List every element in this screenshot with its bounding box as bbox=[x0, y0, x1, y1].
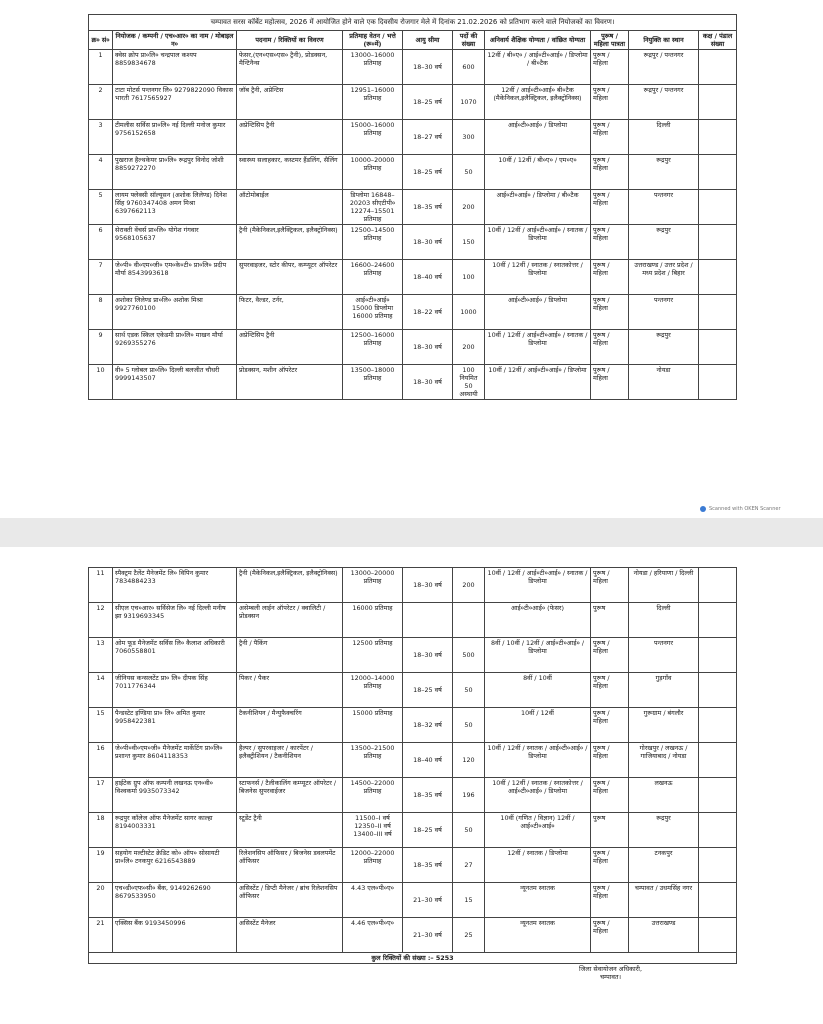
table-row bbox=[89, 638, 737, 673]
room-cell bbox=[699, 638, 737, 673]
sno-cell: 16 bbox=[89, 743, 113, 778]
posts-cell: 50 bbox=[453, 813, 485, 848]
table-row bbox=[89, 155, 737, 190]
age-cell: 18–22 वर्ष bbox=[403, 295, 453, 330]
qualification-cell: 10वीं / 12वीं / स्नातक / आई०टी०आई० / डिप्लोमा bbox=[485, 743, 591, 778]
salary-cell: 12500–14500 प्रतिमाह bbox=[343, 225, 403, 260]
room-cell bbox=[699, 603, 737, 638]
location-cell: दिल्ली bbox=[629, 603, 699, 638]
location-cell: गुड़गाँव bbox=[629, 673, 699, 708]
table-row bbox=[89, 190, 737, 225]
gender-cell: पुरूष / महिला bbox=[591, 708, 629, 743]
location-cell: रूद्रपुर / पन्तनगर bbox=[629, 85, 699, 120]
room-cell bbox=[699, 295, 737, 330]
post-cell: टैकनीशियन / मैन्युफैक्चरिंग bbox=[237, 708, 343, 743]
employer-cell: पुखराज हैल्थकेयर प्रा०लि० रूद्रपुर विनोद जोशी 8859272270 bbox=[113, 155, 237, 190]
signature-line-1: जिला सेवायोजन अधिकारी, bbox=[579, 965, 642, 973]
salary-cell: 12500 प्रतिमाह bbox=[343, 638, 403, 673]
table-row bbox=[89, 883, 737, 918]
salary-cell: 14500–22000 प्रतिमाह bbox=[343, 778, 403, 813]
employer-cell: पैन्डस्टेट इण्डिया प्रा० लि० अमित कुमार 9958422381 bbox=[113, 708, 237, 743]
posts-cell bbox=[453, 603, 485, 638]
room-cell bbox=[699, 50, 737, 85]
post-cell: स्टाफनर्स / टैलीकालिंग कम्प्यूटर ऑपरेटर / बिजनेस सुपरवाईजर bbox=[237, 778, 343, 813]
posts-cell: 120 bbox=[453, 743, 485, 778]
location-cell: रूद्रपुर bbox=[629, 225, 699, 260]
post-cell: रिलेशनसिप ऑफिसर / बिजनेस डवलपमेंट ऑफिसर bbox=[237, 848, 343, 883]
gender-cell: पुरूष bbox=[591, 813, 629, 848]
employer-cell: हाईटेक ग्रुप ऑफ कम्पनी लखनऊ एन०वी० विश्वकर्मा 9935073342 bbox=[113, 778, 237, 813]
employer-table-page-2 bbox=[88, 567, 737, 982]
qualification-cell: 12वीं / आई०टी०आई० बी०टैक (मैकेनिकल,इलैक्ट्रिकल, इलैक्ट्रोनिक्स) bbox=[485, 85, 591, 120]
sno-cell: 19 bbox=[89, 848, 113, 883]
posts-cell: 100 bbox=[453, 260, 485, 295]
table-row bbox=[89, 673, 737, 708]
sno-cell: 15 bbox=[89, 708, 113, 743]
salary-cell: 10000–20000 प्रतिमाह bbox=[343, 155, 403, 190]
employer-cell: टीमलीस सर्विस प्रा०लि० नई दिल्ली मनोज कुमार 9756152658 bbox=[113, 120, 237, 155]
qualification-cell: 10वीं / 12वीं / स्नातक / स्नातकोत्तर / आई०टी०आई० / डिप्लोमा bbox=[485, 778, 591, 813]
qualification-cell: 8वीं / 10वीं bbox=[485, 673, 591, 708]
sno-cell: 8 bbox=[89, 295, 113, 330]
sno-cell: 2 bbox=[89, 85, 113, 120]
sno-cell: 11 bbox=[89, 568, 113, 603]
room-cell bbox=[699, 568, 737, 603]
age-cell: 18–35 वर्ष bbox=[403, 778, 453, 813]
salary-cell: 13000–20000 प्रतिमाह bbox=[343, 568, 403, 603]
sno-cell: 21 bbox=[89, 918, 113, 953]
salary-cell: 13500–18000 प्रतिमाह bbox=[343, 365, 403, 400]
post-cell: फेसर,(एन०एस०एस० ट्रैनी), प्रोडक्सन, मैन्टिनैन्स bbox=[237, 50, 343, 85]
room-cell bbox=[699, 330, 737, 365]
sno-cell: 3 bbox=[89, 120, 113, 155]
location-cell: उत्तराखण्ड bbox=[629, 918, 699, 953]
employer-cell: एक्सिस बैंक 9193450996 bbox=[113, 918, 237, 953]
age-cell: 18–30 वर्ष bbox=[403, 50, 453, 85]
age-cell: 18–25 वर्ष bbox=[403, 155, 453, 190]
location-cell: नोयडा bbox=[629, 365, 699, 400]
location-cell: नोयडा / हरियाणा / दिल्ली bbox=[629, 568, 699, 603]
qualification-cell: न्यूनतम स्नातक bbox=[485, 918, 591, 953]
scanner-watermark bbox=[700, 506, 781, 512]
header-sno: क्र० सं० bbox=[89, 31, 113, 50]
posts-cell: 50 bbox=[453, 708, 485, 743]
post-cell: हैल्पर / सुपरवाइजर / कारपेंटर / इलैक्ट्रीशियन / टैकनीशियन bbox=[237, 743, 343, 778]
gender-cell: पुरूष / महिला bbox=[591, 85, 629, 120]
table-row bbox=[89, 365, 737, 400]
age-cell: 18–25 वर्ष bbox=[403, 85, 453, 120]
age-cell: 18–40 वर्ष bbox=[403, 260, 453, 295]
location-cell: पन्तनगर bbox=[629, 190, 699, 225]
location-cell: रूद्रपुर / पन्तनगर bbox=[629, 50, 699, 85]
table-row bbox=[89, 603, 737, 638]
sno-cell: 9 bbox=[89, 330, 113, 365]
gender-cell: पुरूष / महिला bbox=[591, 918, 629, 953]
table-row bbox=[89, 568, 737, 603]
room-cell bbox=[699, 155, 737, 190]
qualification-cell: 8वीं / 10वीं / 12वीं / आई०टी०आई० / डिप्लोमा bbox=[485, 638, 591, 673]
gender-cell: पुरूष / महिला bbox=[591, 883, 629, 918]
post-cell: फिटर, वैल्डर, टर्नर, bbox=[237, 295, 343, 330]
location-cell: रूद्रपुर bbox=[629, 813, 699, 848]
total-vacancies: कुल रिक्तियों की संख्या :– 5253 bbox=[89, 953, 737, 964]
table-row bbox=[89, 778, 737, 813]
sno-cell: 20 bbox=[89, 883, 113, 918]
room-cell bbox=[699, 778, 737, 813]
signature-line-2: चम्पावत। bbox=[600, 973, 621, 981]
table-row bbox=[89, 50, 737, 85]
header-room: कक्ष / पंडाल संख्या bbox=[699, 31, 737, 50]
posts-cell: 100 नियमित 50 अस्थायी bbox=[453, 365, 485, 400]
post-cell: असेम्बली लाईन ऑपरेटर / क्वालिटी / प्रोडक्सन bbox=[237, 603, 343, 638]
header-posts-count: पदों की संख्या bbox=[453, 31, 485, 50]
room-cell bbox=[699, 190, 737, 225]
employer-cell: लायम फ्लेक्सी सॉल्यूसन (अशोक लिलेण्ड) दिनेश सिंह 9760347408 अमन मिश्रा 6397662113 bbox=[113, 190, 237, 225]
gender-cell: पुरूष / महिला bbox=[591, 120, 629, 155]
location-cell: टनकपुर bbox=[629, 848, 699, 883]
qualification-cell: 12वीं / स्नातक / डिप्लोमा bbox=[485, 848, 591, 883]
sno-cell: 1 bbox=[89, 50, 113, 85]
room-cell bbox=[699, 225, 737, 260]
document-page-2 bbox=[0, 547, 823, 1024]
gender-cell: पुरूष / महिला bbox=[591, 848, 629, 883]
post-cell: प्रोडक्सन, मशीन ऑपरेटर bbox=[237, 365, 343, 400]
posts-cell: 50 bbox=[453, 155, 485, 190]
location-cell: रूद्रपुर bbox=[629, 155, 699, 190]
sno-cell: 14 bbox=[89, 673, 113, 708]
table-body-page-1 bbox=[89, 50, 737, 400]
header-gender: पुरूष / महिला पात्रता bbox=[591, 31, 629, 50]
employer-cell: क्वेस क्रोप प्रा०लि० चन्द्रपाल कश्यप 8859834678 bbox=[113, 50, 237, 85]
salary-cell: 4.43 एल०पी०ए० bbox=[343, 883, 403, 918]
location-cell: पन्तनगर bbox=[629, 295, 699, 330]
employer-cell: अशोका लिलेण्ड प्रा०लि० अशोक मिश्रा 9927760100 bbox=[113, 295, 237, 330]
room-cell bbox=[699, 673, 737, 708]
qualification-cell: 10वीं / 12वीं / आई०टी०आई० / स्नातक / डिप्लोमा bbox=[485, 568, 591, 603]
room-cell bbox=[699, 120, 737, 155]
header-salary: प्रतिमाह वेतन / भत्ते (रू०में) bbox=[343, 31, 403, 50]
post-cell: ट्रैनी (मैकेनिकल,इलैक्ट्रिकल, इलैक्ट्रोनिक्स) bbox=[237, 568, 343, 603]
employer-cell: स्पैक्ट्रम टैलेंट मैनेजमेंट लि० विपिन कुमार 7834884233 bbox=[113, 568, 237, 603]
salary-cell: डिप्लोमा 16848–20203 सीएटीपी० 12274–15501 प्रतिमाह bbox=[343, 190, 403, 225]
location-cell: चम्पावत / उधमसिंह नगर bbox=[629, 883, 699, 918]
qualification-cell: आई०टी०आई० / डिप्लोमा bbox=[485, 295, 591, 330]
sno-cell: 5 bbox=[89, 190, 113, 225]
posts-cell: 200 bbox=[453, 330, 485, 365]
posts-cell: 300 bbox=[453, 120, 485, 155]
posts-cell: 25 bbox=[453, 918, 485, 953]
scanner-logo-icon bbox=[700, 506, 706, 512]
qualification-cell: 10वीं (गणित / विज्ञान) 12वीं / आई०टी०आई० bbox=[485, 813, 591, 848]
signature-row bbox=[89, 964, 737, 983]
post-cell: जॉब ट्रैनी, अप्रेन्टिस bbox=[237, 85, 343, 120]
salary-cell: 15000–16000 प्रतिमाह bbox=[343, 120, 403, 155]
employer-cell: जे०पी० वी०एम०जी० एम०के०टी० प्रा०लि० प्रदीप मौर्या 8543993618 bbox=[113, 260, 237, 295]
post-cell: ट्रैनी / पैकिंग bbox=[237, 638, 343, 673]
age-cell: 21–30 वर्ष bbox=[403, 918, 453, 953]
age-cell: 18–35 वर्ष bbox=[403, 190, 453, 225]
sno-cell: 12 bbox=[89, 603, 113, 638]
total-row bbox=[89, 953, 737, 964]
gender-cell: पुरूष / महिला bbox=[591, 190, 629, 225]
salary-cell: 13000–16000 प्रतिमाह bbox=[343, 50, 403, 85]
sno-cell: 18 bbox=[89, 813, 113, 848]
qualification-cell: 10वीं / 12वीं / आई०टी०आई० / स्नातक / डिप्लोमा bbox=[485, 225, 591, 260]
gender-cell: पुरूष / महिला bbox=[591, 225, 629, 260]
room-cell bbox=[699, 743, 737, 778]
posts-cell: 15 bbox=[453, 883, 485, 918]
table-row bbox=[89, 848, 737, 883]
header-age: आयु सीमा bbox=[403, 31, 453, 50]
location-cell: गुरूग्राम / बंगलौर bbox=[629, 708, 699, 743]
location-cell: उत्तराखण्ड / उत्तर प्रदेश / मध्य प्रदेश / बिहार bbox=[629, 260, 699, 295]
salary-cell: 12951–16000 प्रतिमाह bbox=[343, 85, 403, 120]
sno-cell: 13 bbox=[89, 638, 113, 673]
table-row bbox=[89, 85, 737, 120]
table-row bbox=[89, 918, 737, 953]
room-cell bbox=[699, 813, 737, 848]
table-row bbox=[89, 225, 737, 260]
gender-cell: पुरूष / महिला bbox=[591, 330, 629, 365]
post-cell: पिकर / पैकर bbox=[237, 673, 343, 708]
gender-cell: पुरूष / महिला bbox=[591, 568, 629, 603]
table-row bbox=[89, 708, 737, 743]
posts-cell: 200 bbox=[453, 190, 485, 225]
employer-cell: टाटा मोटर्स पन्तनगर लि० 9279822090 विकास भारती 7617565927 bbox=[113, 85, 237, 120]
scanner-label: Scanned with OKEN Scanner bbox=[709, 506, 781, 512]
salary-cell: 4.46 एल०पी०ए० bbox=[343, 918, 403, 953]
location-cell: पन्तनगर bbox=[629, 638, 699, 673]
qualification-cell: 10वीं / 12वीं / आई०टी०आई० / डिप्लोमा bbox=[485, 365, 591, 400]
room-cell bbox=[699, 848, 737, 883]
location-cell: रूद्रपुर bbox=[629, 330, 699, 365]
gender-cell: पुरूष / महिला bbox=[591, 778, 629, 813]
gender-cell: पुरूष / महिला bbox=[591, 155, 629, 190]
table-row bbox=[89, 260, 737, 295]
posts-cell: 500 bbox=[453, 638, 485, 673]
gender-cell: पुरूष / महिला bbox=[591, 743, 629, 778]
posts-cell: 200 bbox=[453, 568, 485, 603]
salary-cell: 12000–14000 प्रतिमाह bbox=[343, 673, 403, 708]
age-cell: 18–25 वर्ष bbox=[403, 673, 453, 708]
gender-cell: पुरूष / महिला bbox=[591, 638, 629, 673]
room-cell bbox=[699, 365, 737, 400]
gender-cell: पुरूष / महिला bbox=[591, 295, 629, 330]
age-cell: 18–35 वर्ष bbox=[403, 848, 453, 883]
header-employer: नियोजक / कम्पनी / एच०आर० का नाम / मोबाइल न० bbox=[113, 31, 237, 50]
employer-cell: जे०पी०वी०एम०जी० मैनेजमेंट मार्केटिंग प्रा०लि० प्रशान्त कुमार 8604118353 bbox=[113, 743, 237, 778]
salary-cell: 15000 प्रतिमाह bbox=[343, 708, 403, 743]
table-row bbox=[89, 295, 737, 330]
age-cell bbox=[403, 603, 453, 638]
age-cell: 18–30 वर्ष bbox=[403, 638, 453, 673]
employer-cell: वी० 5 ग्लोबल प्रा०लि० दिल्ली बलजीत चौधरी 9999143507 bbox=[113, 365, 237, 400]
age-cell: 18–30 वर्ष bbox=[403, 225, 453, 260]
posts-cell: 27 bbox=[453, 848, 485, 883]
sno-cell: 6 bbox=[89, 225, 113, 260]
employer-cell: सेराक्ती वेंचर्स प्रा०लि० योगेश गंगवार 9568105637 bbox=[113, 225, 237, 260]
salary-cell: 11500–I वर्ष 12350–II वर्ष 13400–III वर्ष bbox=[343, 813, 403, 848]
post-cell: स्टूडेंट ट्रैनी bbox=[237, 813, 343, 848]
location-cell: गोरखपुर / लखनऊ / गाजियाबाद / नोयडा bbox=[629, 743, 699, 778]
header-location: नियुक्ति का स्थान bbox=[629, 31, 699, 50]
room-cell bbox=[699, 918, 737, 953]
post-cell: अप्रेन्टिसिप ट्रैनी bbox=[237, 330, 343, 365]
location-cell: दिल्ली bbox=[629, 120, 699, 155]
employer-table-page-1 bbox=[88, 14, 737, 400]
qualification-cell: आई०टी०आई० (फेसर) bbox=[485, 603, 591, 638]
room-cell bbox=[699, 708, 737, 743]
qualification-cell: 12वीं / बी०ए० / आई०टी०आई० / डिप्लोमा / बी०टैक bbox=[485, 50, 591, 85]
table-row bbox=[89, 813, 737, 848]
gender-cell: पुरूष / महिला bbox=[591, 50, 629, 85]
qualification-cell: 10वीं / 12वीं bbox=[485, 708, 591, 743]
room-cell bbox=[699, 85, 737, 120]
gender-cell: पुरूष / महिला bbox=[591, 260, 629, 295]
salary-cell: आई०टी०आई० 15000 डिप्लोमा 16000 प्रतिमाह bbox=[343, 295, 403, 330]
gender-cell: पुरूष bbox=[591, 603, 629, 638]
document-title: चम्पावत सरस कॉर्बेट महोत्सव, 2026 में आयोजित होने वाले एक दिवसीय रोजगार मेले में दिनांक 21.02.2026 को प्रतिभाग करने वाले नियोजकों का विवरण। bbox=[89, 15, 737, 31]
table-row bbox=[89, 330, 737, 365]
posts-cell: 1000 bbox=[453, 295, 485, 330]
qualification-cell: 10वीं / 12वीं / आई०टी०आई० / स्नातक / डिप्लोमा bbox=[485, 330, 591, 365]
location-cell: लखनऊ bbox=[629, 778, 699, 813]
age-cell: 18–30 वर्ष bbox=[403, 330, 453, 365]
table-body-page-2 bbox=[89, 568, 737, 953]
employer-cell: जीनियस कन्सलटेंट प्रा० लि० दीपक सिंह 7011776344 bbox=[113, 673, 237, 708]
post-cell: ट्रैनी (मैकेनिकल,इलैक्ट्रिकल, इलैक्ट्रोनिक्स) bbox=[237, 225, 343, 260]
age-cell: 18–30 वर्ष bbox=[403, 365, 453, 400]
post-cell: असिस्टेंट मैनेजर bbox=[237, 918, 343, 953]
table-row bbox=[89, 743, 737, 778]
sno-cell: 4 bbox=[89, 155, 113, 190]
room-cell bbox=[699, 260, 737, 295]
age-cell: 18–25 वर्ष bbox=[403, 813, 453, 848]
employer-cell: एच०डी०एफ०सी० बैंक, 9149262690 8679533950 bbox=[113, 883, 237, 918]
post-cell: स्वास्थ्य सलाहकार, कस्टमर हैंडलिंग, सैलिंग bbox=[237, 155, 343, 190]
table-row bbox=[89, 120, 737, 155]
qualification-cell: आई०टी०आई० / डिप्लोमा / बी०टैक bbox=[485, 190, 591, 225]
posts-cell: 150 bbox=[453, 225, 485, 260]
header-qualification: अनिवार्य शैक्षिक योग्यता / वांछित योग्यता bbox=[485, 31, 591, 50]
age-cell: 18–27 वर्ष bbox=[403, 120, 453, 155]
qualification-cell: 10वीं / 12वीं / बी०ए० / एम०ए० bbox=[485, 155, 591, 190]
qualification-cell: 10वीं / 12वीं / स्नातक / स्नातकोत्तर / डिप्लोमा bbox=[485, 260, 591, 295]
employer-cell: सीएल एच०आर० सर्विसेज लि० नई दिल्ली मनीष झा 9319693345 bbox=[113, 603, 237, 638]
employer-cell: सहयोग मल्टीस्टेट क्रेडिट को० ऑप० सोसायटी प्रा०लि० टनकपुर 6216543889 bbox=[113, 848, 237, 883]
salary-cell: 13500–21500 प्रतिमाह bbox=[343, 743, 403, 778]
sno-cell: 7 bbox=[89, 260, 113, 295]
post-cell: अप्रेन्टिसिप ट्रैनी bbox=[237, 120, 343, 155]
age-cell: 18–32 वर्ष bbox=[403, 708, 453, 743]
posts-cell: 1070 bbox=[453, 85, 485, 120]
salary-cell: 12500–16000 प्रतिमाह bbox=[343, 330, 403, 365]
employer-cell: रूद्रपुर कॉलेज ऑफ मैनेजमेंट सागर काल्हा 8194003331 bbox=[113, 813, 237, 848]
salary-cell: 12000–22000 प्रतिमाह bbox=[343, 848, 403, 883]
posts-cell: 600 bbox=[453, 50, 485, 85]
salary-cell: 16000 प्रतिमाह bbox=[343, 603, 403, 638]
room-cell bbox=[699, 883, 737, 918]
salary-cell: 16600–24600 प्रतिमाह bbox=[343, 260, 403, 295]
table-header-row bbox=[89, 31, 737, 50]
age-cell: 18–40 वर्ष bbox=[403, 743, 453, 778]
employer-cell: सार्थ एडक स्किल एकेडमी प्रा०लि० माखन मौर्या 9269355276 bbox=[113, 330, 237, 365]
gender-cell: पुरूष / महिला bbox=[591, 365, 629, 400]
header-post: पदनाम / रिक्तियों का विवरण bbox=[237, 31, 343, 50]
employer-cell: ओम फूड मैनेजमेंट सर्विस लि० कैलाश अधिकारी 7060558801 bbox=[113, 638, 237, 673]
gender-cell: पुरूष / महिला bbox=[591, 673, 629, 708]
age-cell: 21–30 वर्ष bbox=[403, 883, 453, 918]
post-cell: ऑटोमोबाईल bbox=[237, 190, 343, 225]
posts-cell: 196 bbox=[453, 778, 485, 813]
qualification-cell: न्यूनतम स्नातक bbox=[485, 883, 591, 918]
age-cell: 18–30 वर्ष bbox=[403, 568, 453, 603]
post-cell: असिस्टेंट / डिप्टी मैनेजर / ब्रांच रिलेशनसिप ऑफिसर bbox=[237, 883, 343, 918]
post-cell: सुपरवाइजर, स्टोर कीपर, कम्प्यूटर ऑपरेटर bbox=[237, 260, 343, 295]
sno-cell: 10 bbox=[89, 365, 113, 400]
qualification-cell: आई०टी०आई० / डिप्लोमा bbox=[485, 120, 591, 155]
sno-cell: 17 bbox=[89, 778, 113, 813]
posts-cell: 50 bbox=[453, 673, 485, 708]
